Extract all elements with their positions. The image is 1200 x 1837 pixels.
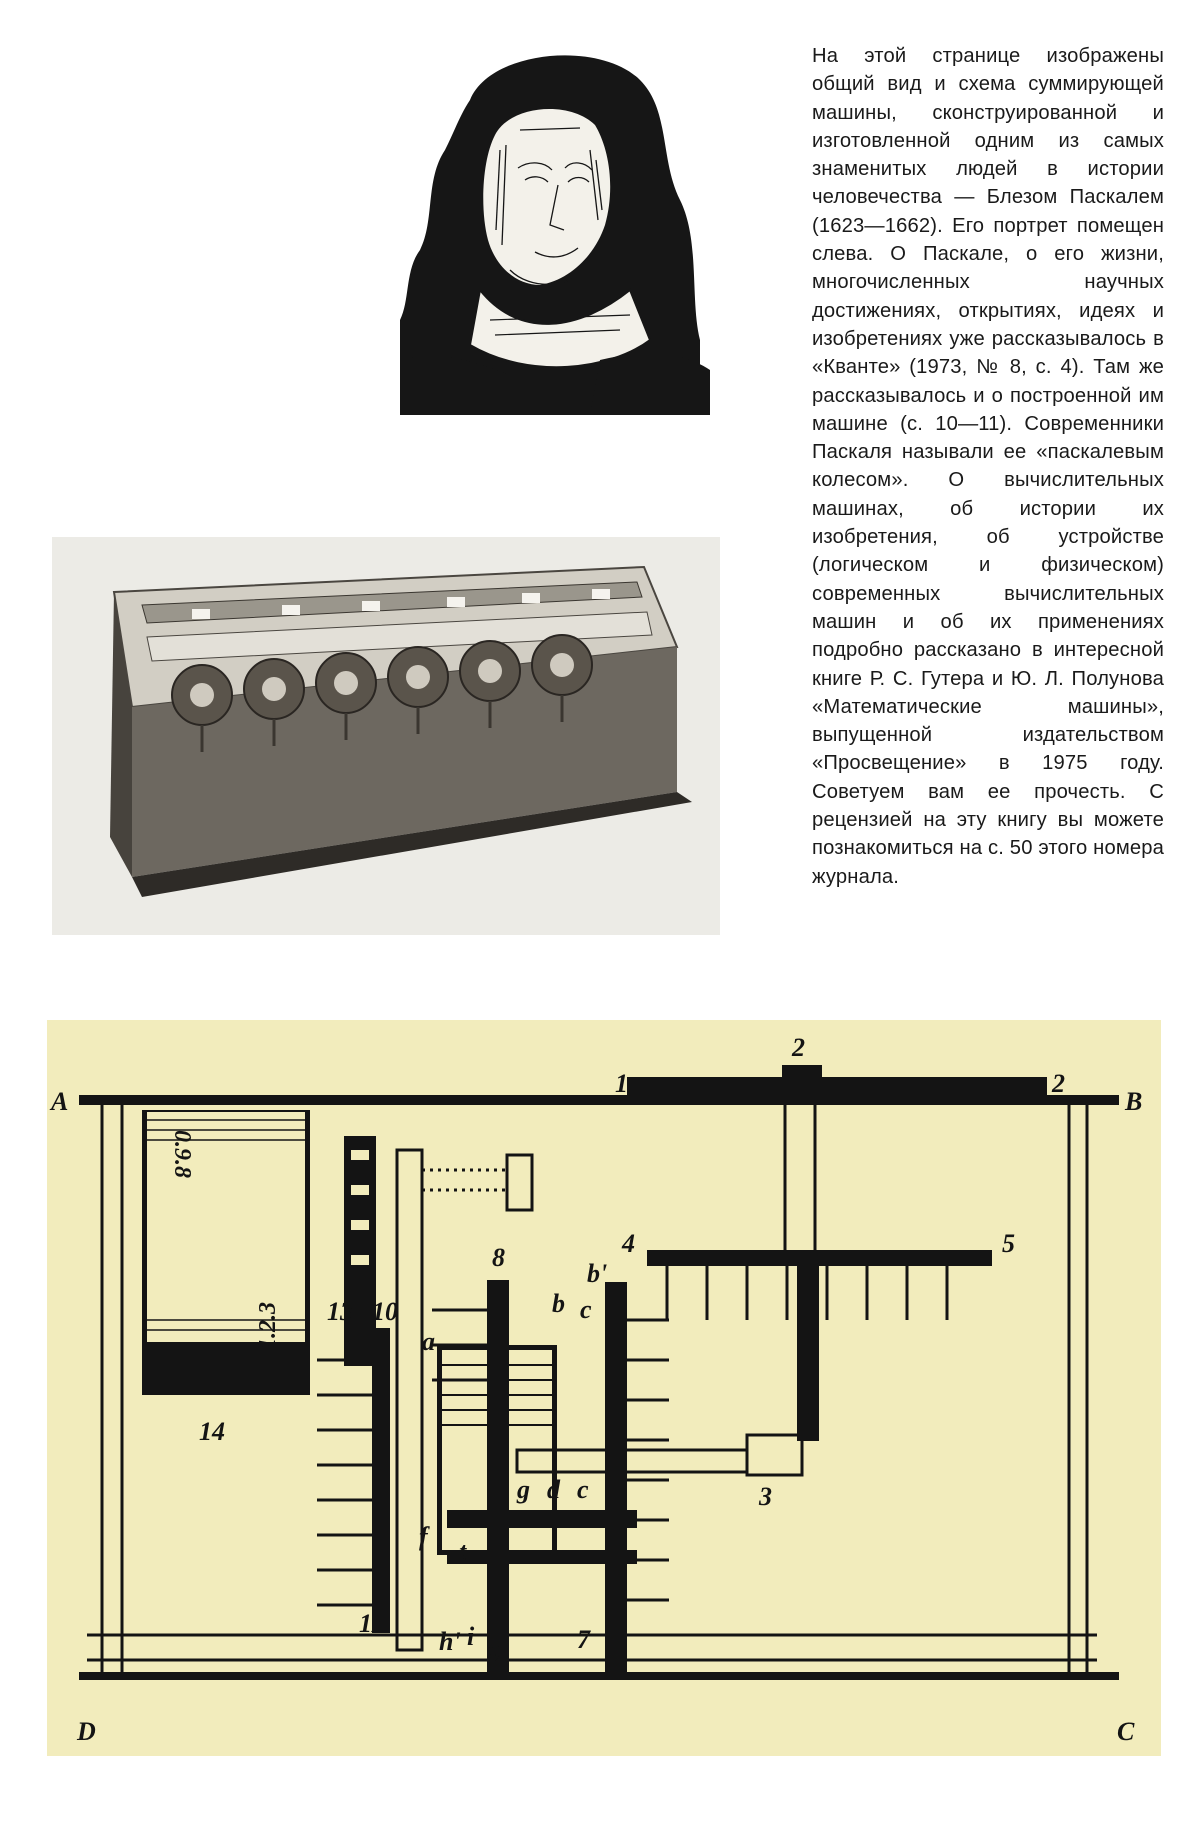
corner-label-c: C	[1117, 1717, 1135, 1746]
label-2-top: 2	[792, 1033, 805, 1062]
article-text	[812, 42, 1164, 891]
drum-digits-right: 1.2.3	[255, 1302, 281, 1350]
label-g: g	[517, 1475, 530, 1504]
label-4: 4	[622, 1229, 635, 1258]
label-1: 1	[615, 1069, 628, 1098]
label-13: 13	[327, 1297, 353, 1326]
label-14: 14	[199, 1417, 225, 1446]
article-paragraph: На этой странице изображены общий вид и схема суммирующей машины, сконструированной и изготовленной одним из самых знаменитых людей в истории человечества — Блезом Паскалем (1623—1662). Его портрет помещен слева. О Паскале, о его жизни, многочисленных научных достижениях, открытиях, идеях и изобретениях уже рассказывалось в «Кванте» (1973, № 8, с. 4). Там же рассказывалось и о построенной им машине (с. 10—11). Современники Паскаля называли ее «паскалевым колесом». О вычислительных машинах, об истории их изобретения, об устройстве (логическом и физическом) современных вычислительных машин и об их применениях подробно рассказано в интересной книге Р. С. Гутера и Ю. Л. Полунова «Математические машины», выпущенной издательством «Просвещение» в 1975 году. Советуем вам ее прочесть. С рецензией на эту книгу вы можете познакомиться на с. 50 этого номера журнала.	[812, 45, 1164, 888]
label-h-prime: h'	[439, 1627, 461, 1656]
corner-label-a: A	[51, 1087, 69, 1116]
pascal-portrait	[400, 40, 710, 415]
mechanism-diagram	[47, 1020, 1161, 1756]
label-9: 9	[487, 1639, 500, 1668]
label-c-bottom: c	[577, 1475, 589, 1504]
label-5: 5	[1002, 1229, 1015, 1258]
label-t: t	[459, 1537, 467, 1566]
corner-label-d: D	[77, 1717, 96, 1746]
label-c-top: c	[580, 1295, 592, 1324]
label-i: i	[467, 1622, 475, 1651]
label-10: 10	[372, 1297, 398, 1326]
label-b-prime: b'	[587, 1259, 608, 1288]
label-h: b	[552, 1289, 565, 1318]
label-8: 8	[492, 1243, 505, 1272]
corner-label-b: B	[1125, 1087, 1143, 1116]
pascaline-photo	[52, 537, 720, 935]
label-2-right: 2	[1052, 1069, 1065, 1098]
label-d: d	[547, 1475, 560, 1504]
drum-digits-left: 0.9.8	[169, 1130, 195, 1178]
label-a: a	[422, 1327, 435, 1356]
label-7: 7	[577, 1625, 590, 1654]
label-11: 11	[359, 1609, 384, 1638]
label-3: 3	[759, 1482, 772, 1511]
label-f: f	[419, 1522, 428, 1551]
